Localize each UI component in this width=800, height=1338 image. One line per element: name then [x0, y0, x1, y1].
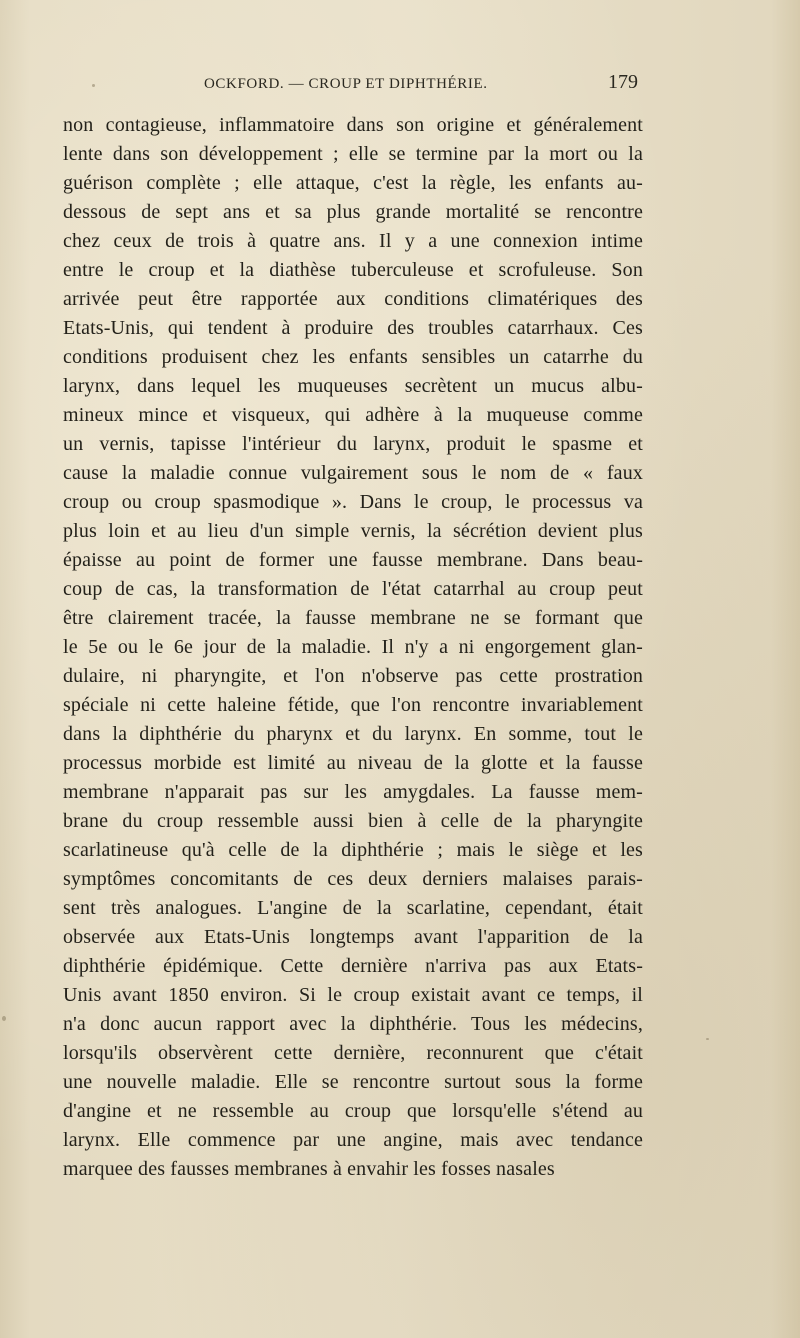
running-head [62, 71, 642, 100]
text-line: entre le croup et la diathèse tuberculeuse et scrofuleuse. Son [63, 259, 643, 281]
text-line: marquee des fausses membranes à envahir les fosses nasales [63, 1158, 555, 1180]
text-line: Unis avant 1850 environ. Si le croup existait avant ce temps, il [63, 984, 643, 1006]
text-line: d'angine et ne ressemble au croup que lorsqu'elle s'étend au [63, 1100, 643, 1122]
text-line: lorsqu'ils observèrent cette dernière, reconnurent que c'était [63, 1042, 643, 1064]
paper-speck [706, 1038, 709, 1040]
text-line: lente dans son développement ; elle se termine par la mort ou la [63, 143, 643, 165]
page-number: 179 [608, 71, 638, 93]
text-line: symptômes concomitants de ces deux derniers malaises parais- [63, 868, 643, 890]
text-line: arrivée peut être rapportée aux conditions climatériques des [63, 288, 643, 310]
text-line: membrane n'apparait pas sur les amygdales. La fausse mem- [63, 781, 643, 803]
text-line: observée aux Etats-Unis longtemps avant l'apparition de la [63, 926, 643, 948]
text-line: n'a donc aucun rapport avec la diphthérie. Tous les médecins, [63, 1013, 643, 1035]
text-line: larynx, dans lequel les muqueuses secrètent un mucus albu- [63, 375, 643, 397]
paper-speck [92, 84, 95, 87]
body-text [63, 111, 643, 1184]
text-line: larynx. Elle commence par une angine, mais avec tendance [63, 1129, 643, 1151]
text-line: mineux mince et visqueux, qui adhère à la muqueuse comme [63, 404, 643, 426]
text-line: diphthérie épidémique. Cette dernière n'arriva pas aux Etats- [63, 955, 643, 977]
text-line: Etats-Unis, qui tendent à produire des troubles catarrhaux. Ces [63, 317, 643, 339]
text-line: un vernis, tapisse l'intérieur du larynx, produit le spasme et [63, 433, 643, 455]
text-line: chez ceux de trois à quatre ans. Il y a une connexion intime [63, 230, 643, 252]
running-title: OCKFORD. — CROUP ET DIPHTHÉRIE. [204, 76, 488, 92]
text-line: épaisse au point de former une fausse membrane. Dans beau- [63, 549, 643, 571]
text-line: guérison complète ; elle attaque, c'est la règle, les enfants au- [63, 172, 643, 194]
text-line: spéciale ni cette haleine fétide, que l'on rencontre invariablement [63, 694, 643, 716]
text-line: dulaire, ni pharyngite, et l'on n'observe pas cette prostration [63, 665, 643, 687]
text-line: cause la maladie connue vulgairement sous le nom de « faux [63, 462, 643, 484]
text-line: le 5e ou le 6e jour de la maladie. Il n'y a ni engorgement glan- [63, 636, 643, 658]
text-line: conditions produisent chez les enfants sensibles un catarrhe du [63, 346, 643, 368]
text-line: croup ou croup spasmodique ». Dans le croup, le processus va [63, 491, 643, 513]
text-line: dessous de sept ans et sa plus grande mortalité se rencontre [63, 201, 643, 223]
text-line: dans la diphthérie du pharynx et du larynx. En somme, tout le [63, 723, 643, 745]
text-line: coup de cas, la transformation de l'état catarrhal au croup peut [63, 578, 643, 600]
text-line: non contagieuse, inflammatoire dans son origine et généralement [63, 114, 643, 136]
text-line: plus loin et au lieu d'un simple vernis, la sécrétion devient plus [63, 520, 643, 542]
text-line: scarlatineuse qu'à celle de la diphthérie ; mais le siège et les [63, 839, 643, 861]
text-line: une nouvelle maladie. Elle se rencontre surtout sous la forme [63, 1071, 643, 1093]
text-line: être clairement tracée, la fausse membrane ne se formant que [63, 607, 643, 629]
paper-speck [2, 1016, 6, 1021]
text-line: sent très analogues. L'angine de la scarlatine, cependant, était [63, 897, 643, 919]
text-line: brane du croup ressemble aussi bien à celle de la pharyngite [63, 810, 643, 832]
text-line: processus morbide est limité au niveau de la glotte et la fausse [63, 752, 643, 774]
